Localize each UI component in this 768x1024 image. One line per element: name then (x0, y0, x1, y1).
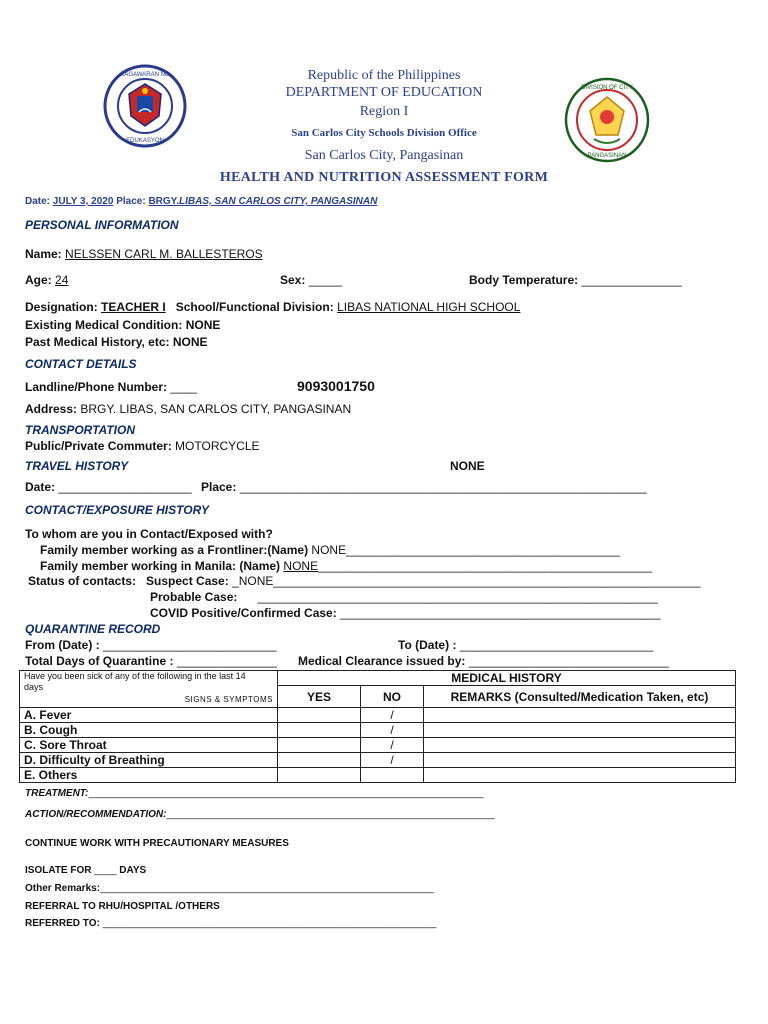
no-cell[interactable]: / (361, 753, 424, 768)
commuter-value: MOTORCYCLE (175, 439, 260, 453)
other-remarks-line: ____________________________________________________________ (100, 883, 434, 894)
frontliner-value: NONE (311, 543, 347, 557)
medical-history-table (19, 670, 736, 783)
suspect-label: Suspect Case: (146, 574, 229, 588)
quarantine-to-row (398, 638, 653, 652)
personal-info-heading: PERSONAL INFORMATION (25, 218, 179, 232)
isolate-blank: ____ (94, 865, 117, 876)
travel-place-value: _____________________________________________________________ (239, 480, 647, 494)
past-label: Past Medical History, etc: (25, 335, 170, 349)
table-row (20, 708, 736, 723)
yes-cell[interactable] (278, 723, 361, 738)
travel-date-row (25, 480, 192, 494)
address-value: BRGY. LIBAS, SAN CARLOS CITY, PANGASINAN (80, 402, 352, 416)
region-heading: Region I (359, 104, 409, 119)
referral-text: REFERRAL TO RHU/HOSPITAL /OTHERS (25, 901, 220, 912)
covid-row (150, 606, 660, 620)
svg-text:EDUKASYON: EDUKASYON (126, 138, 164, 144)
isolate-days: DAYS (119, 865, 147, 876)
division-label: School/Functional Division: (175, 300, 334, 314)
travel-place-label: Place: (201, 480, 237, 494)
frontliner-label: Family member working as a Frontliner:(Name) (40, 543, 309, 557)
remarks-cell[interactable] (424, 753, 736, 768)
continue-work-text: CONTINUE WORK WITH PRECAUTIONARY MEASURES (25, 838, 289, 849)
yes-cell[interactable] (278, 768, 361, 783)
name-value: NELSSEN CARL M. BALLESTEROS (65, 247, 263, 261)
action-line: ___________________________________________________________ (166, 809, 495, 820)
existing-condition-row (25, 318, 220, 332)
other-remarks-label: Other Remarks: (25, 883, 101, 894)
action-label: ACTION/RECOMMENDATION: (25, 809, 167, 820)
manila-label: Family member working in Manila: (Name) (40, 559, 281, 573)
covid-label: COVID Positive/Confirmed Case: (150, 606, 337, 620)
no-cell[interactable]: / (361, 723, 424, 738)
remarks-cell[interactable] (424, 708, 736, 723)
name-label: Name: (25, 247, 62, 261)
remarks-header: REMARKS (Consulted/Medication Taken, etc) (424, 686, 736, 708)
quarantine-to-label: To (Date) : (398, 638, 457, 652)
phone-row (25, 380, 197, 394)
temp-row (469, 273, 682, 287)
svg-text:KAGAWARAN NG: KAGAWARAN NG (120, 72, 170, 78)
existing-value: NONE (185, 318, 221, 332)
place-value: LIBAS, SAN CARLOS CITY, PANGASINAN (179, 196, 378, 207)
clearance-value: ______________________________ (468, 654, 669, 668)
probable-line: ____________________________________________________________ (257, 590, 658, 604)
yes-cell[interactable] (278, 708, 361, 723)
symptom-cell: C. Sore Throat (20, 738, 278, 753)
past-history-row (25, 335, 208, 349)
medical-history-label: MEDICAL HISTORY (278, 671, 736, 686)
quarantine-to-value: _____________________________ (459, 638, 654, 652)
frontliner-line: _________________________________________ (346, 543, 620, 557)
treatment-line: _______________________________________________________________________ (88, 788, 484, 799)
yes-cell[interactable] (278, 738, 361, 753)
referred-to-label: REFERRED TO: (25, 918, 100, 929)
isolate-label: ISOLATE FOR (25, 865, 92, 876)
svg-text:PANGASINAN: PANGASINAN (587, 153, 627, 159)
sex-value: _____ (308, 273, 343, 287)
commuter-row (25, 439, 260, 453)
no-header: NO (361, 686, 424, 708)
division-office-heading: San Carlos City Schools Division Office (291, 127, 477, 139)
symptom-cell: B. Cough (20, 723, 278, 738)
quarantine-from-row (25, 638, 277, 652)
temp-value: _______________ (581, 273, 682, 287)
frontliner-row (40, 543, 620, 557)
travel-history-value: NONE (450, 459, 485, 473)
no-cell[interactable]: / (361, 738, 424, 753)
date-place-line (25, 196, 377, 207)
quarantine-total-value: _______________ (176, 654, 277, 668)
sex-row (280, 273, 342, 287)
designation-label: Designation: (25, 300, 98, 314)
symptom-cell: D. Difficulty of Breathing (20, 753, 278, 768)
division-value: LIBAS NATIONAL HIGH SCHOOL (337, 300, 521, 314)
probable-row (150, 590, 658, 604)
contact-details-heading: CONTACT DETAILS (25, 357, 137, 371)
quarantine-from-label: From (Date) : (25, 638, 100, 652)
quarantine-total-label: Total Days of Quarantine : (25, 654, 174, 668)
travel-date-label: Date: (25, 480, 56, 494)
city-heading: San Carlos City, Pangasinan (304, 148, 464, 163)
table-header-row (20, 671, 736, 686)
status-row (28, 574, 701, 588)
sick-question: Have you been sick of any of the following in the last 14 days (24, 671, 246, 692)
quarantine-total-row (25, 654, 277, 668)
transportation-heading: TRANSPORTATION (25, 423, 135, 437)
republic-heading: Republic of the Philippines (307, 68, 461, 83)
table-row (20, 723, 736, 738)
signs-symptoms-label: SIGNS & SYMPTOMS (184, 695, 273, 704)
no-cell[interactable] (361, 768, 424, 783)
isolate-row (25, 865, 146, 876)
yes-cell[interactable] (278, 753, 361, 768)
temp-label: Body Temperature: (469, 273, 579, 287)
name-row (25, 247, 263, 261)
age-value: 24 (55, 273, 69, 287)
commuter-label: Public/Private Commuter: (25, 439, 172, 453)
existing-label: Existing Medical Condition: (25, 318, 183, 332)
clearance-row (298, 654, 669, 668)
quarantine-from-value: __________________________ (103, 638, 277, 652)
covid-line: ________________________________________________ (340, 606, 661, 620)
treatment-label: TREATMENT: (25, 788, 89, 799)
remarks-cell[interactable] (424, 723, 736, 738)
svg-text:DIVISION OF CITY: DIVISION OF CITY (581, 85, 633, 91)
phone-value: 9093001750 (297, 378, 375, 394)
probable-label: Probable Case: (150, 590, 238, 604)
date-label: Date: (25, 196, 51, 207)
referred-to-line: ____________________________________________________________ (102, 918, 437, 929)
travel-history-heading: TRAVEL HISTORY (25, 459, 129, 473)
phone-label: Landline/Phone Number: (25, 380, 168, 394)
age-row (25, 273, 68, 287)
phone-blank: ____ (170, 380, 198, 394)
suspect-line: ________________________________________________________________ (273, 574, 701, 588)
manila-row (40, 559, 652, 573)
remarks-cell[interactable] (424, 738, 736, 753)
action-row (25, 809, 495, 820)
yes-header: YES (278, 686, 361, 708)
remarks-cell[interactable] (424, 768, 736, 783)
place-label: Place: (116, 196, 146, 207)
department-heading: DEPARTMENT OF EDUCATION (285, 85, 483, 100)
manila-line: __________________________________________________ (318, 559, 652, 573)
quarantine-heading: QUARANTINE RECORD (25, 622, 161, 636)
signs-header-cell (20, 671, 278, 708)
status-label: Status of contacts: (28, 574, 137, 588)
past-value: NONE (172, 335, 208, 349)
address-row (25, 402, 351, 416)
other-remarks-row (25, 883, 434, 894)
symptom-cell: A. Fever (20, 708, 278, 723)
exposure-question: To whom are you in Contact/Exposed with? (25, 527, 273, 541)
table-row (20, 768, 736, 783)
designation-row (25, 300, 520, 314)
age-label: Age: (25, 273, 52, 287)
travel-place-row (201, 480, 647, 494)
sex-label: Sex: (280, 273, 306, 287)
address-label: Address: (25, 402, 78, 416)
table-row (20, 738, 736, 753)
form-title: HEALTH AND NUTRITION ASSESSMENT FORM (219, 170, 549, 185)
clearance-label: Medical Clearance issued by: (298, 654, 466, 668)
exposure-heading: CONTACT/EXPOSURE HISTORY (25, 503, 210, 517)
travel-date-value: ____________________ (58, 480, 192, 494)
suspect-value: _NONE (232, 574, 274, 588)
table-row (20, 753, 736, 768)
symptom-cell: E. Others (20, 768, 278, 783)
referred-to-row (25, 918, 436, 929)
place-prefix: BRGY. (148, 196, 179, 207)
manila-value: NONE (283, 559, 319, 573)
date-value: JULY 3, 2020 (52, 196, 114, 207)
designation-value: TEACHER I (101, 300, 166, 314)
treatment-row (25, 788, 483, 799)
no-cell[interactable]: / (361, 708, 424, 723)
